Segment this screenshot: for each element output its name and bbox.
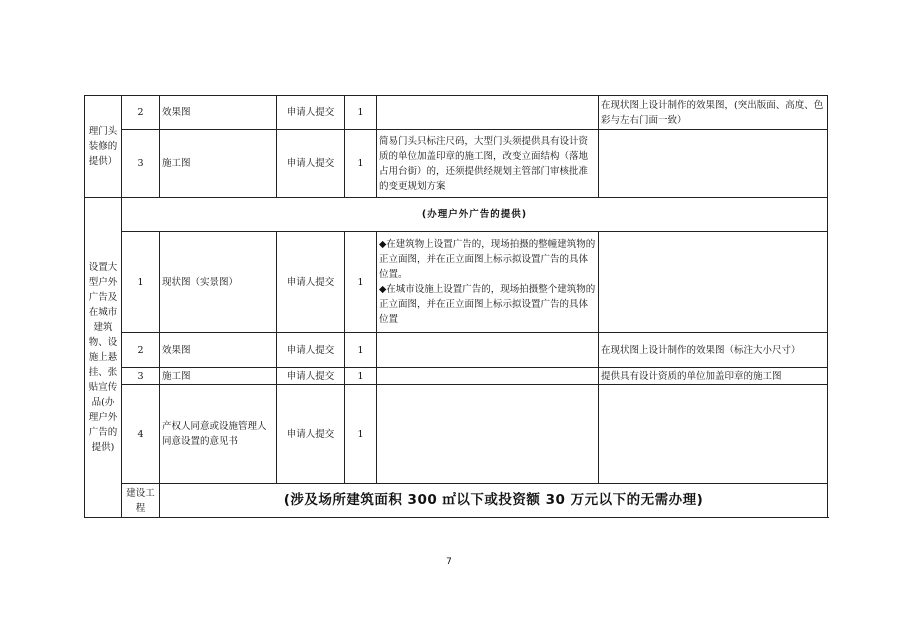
submitter: 申请人提交	[277, 130, 345, 198]
row-number: 2	[122, 96, 160, 130]
remarks: 提供具有设计资质的单位加盖印章的施工图	[599, 368, 828, 385]
material-name: 施工图	[160, 130, 277, 198]
materials-table	[84, 95, 828, 518]
row-number: 1	[122, 232, 160, 333]
remarks	[599, 232, 828, 333]
submitter: 申请人提交	[277, 96, 345, 130]
section-title-outdoor-ads: (办理户外广告的提供)	[122, 198, 828, 232]
submitter: 申请人提交	[277, 368, 345, 385]
category-shop-decoration: 理门头装修的提供）	[85, 96, 122, 198]
table-row	[85, 385, 828, 484]
copies: 1	[345, 130, 377, 198]
category-outdoor-ads: 设置大型户外广告及在城市建筑物、设施上悬挂、张贴宣传品(办理户外广告的提供)	[85, 198, 122, 518]
requirements	[377, 368, 599, 385]
material-name: 产权人同意或设施管理人同意设置的意见书	[160, 385, 277, 484]
remarks	[599, 385, 828, 484]
material-name: 施工图	[160, 368, 277, 385]
requirements	[377, 333, 599, 368]
submitter: 申请人提交	[277, 385, 345, 484]
row-number: 4	[122, 385, 160, 484]
requirements	[377, 96, 599, 130]
requirements	[377, 385, 599, 484]
table-row	[85, 368, 828, 385]
table-row	[85, 130, 828, 198]
table-row	[85, 333, 828, 368]
category-construction: 建设工程	[122, 484, 160, 518]
remarks: 在现状图上设计制作的效果图，(突出版面、高度、色彩与左右门面一致）	[599, 96, 828, 130]
row-number: 3	[122, 130, 160, 198]
submitter: 申请人提交	[277, 333, 345, 368]
row-number: 2	[122, 333, 160, 368]
requirements	[377, 232, 599, 333]
table-row	[85, 232, 828, 333]
remarks: 在现状图上设计制作的效果图（标注大小尺寸）	[599, 333, 828, 368]
remarks	[599, 130, 828, 198]
material-name: 现状图（实景图）	[160, 232, 277, 333]
material-name: 效果图	[160, 333, 277, 368]
requirement-item: ◆在建筑物上设置广告的，现场拍摄的整幢建筑物的正立面图，并在正立面图上标示拟设置广告的具体位置。	[379, 239, 596, 280]
copies: 1	[345, 385, 377, 484]
requirements: 简易门头只标注尺码，大型门头须提供具有设计资质的单位加盖印章的施工图，改变立面结构（落地占用台街）的，还须提供经规划主管部门审核批准的变更规划方案	[377, 130, 599, 198]
requirement-item: ◆在城市设施上设置广告的，现场拍摄整个建筑物的正立面图，并在正立面图上标示拟设置广告的具体位置	[379, 284, 596, 325]
table-row	[85, 484, 828, 518]
copies: 1	[345, 333, 377, 368]
copies: 1	[345, 232, 377, 333]
material-name: 效果图	[160, 96, 277, 130]
section-title-construction: (涉及场所建筑面积 300 ㎡以下或投资额 30 万元以下的无需办理)	[160, 484, 828, 518]
copies: 1	[345, 368, 377, 385]
copies: 1	[345, 96, 377, 130]
submitter: 申请人提交	[277, 232, 345, 333]
table-row	[85, 198, 828, 232]
table-row	[85, 96, 828, 130]
page-number: 7	[446, 557, 452, 567]
row-number: 3	[122, 368, 160, 385]
